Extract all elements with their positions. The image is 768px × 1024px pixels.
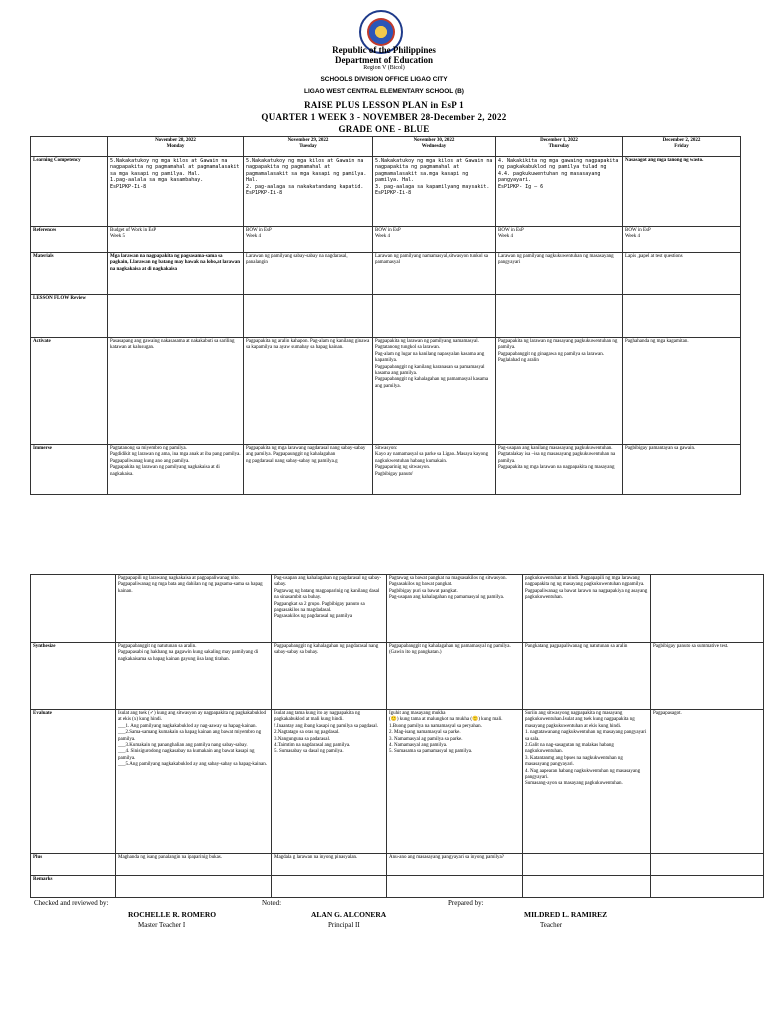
day-header-thursday: December 1, 2022 Thursday <box>496 137 623 157</box>
day-header-friday: December 2, 2022 Friday <box>623 137 741 157</box>
table-cell: Pagpapabanggit ng kahalagahan ng pagdarasal nang sabay-sabay sa buhay. <box>272 643 387 710</box>
table-cell: BOW in EsP Week 4 <box>623 227 741 253</box>
table-cell <box>373 295 496 338</box>
lesson-plan-title: RAISE PLUS LESSON PLAN in EsP 1 <box>304 100 464 110</box>
noted-by-label: Noted: <box>262 899 282 907</box>
table-cell: Pagpapakita ng aralin kahapon. Pag-alam ng kanilang ginawa sa kapamilya na ayaw sumabay sa hapag kainan. <box>244 338 373 445</box>
table-cell: Larawan ng pamilyang sabay-sabay na nagdarasal, panalangin <box>244 253 373 295</box>
table-cell: Sitwasyon: Kayo ay namamasyal sa parke sa Ligao..Masaya kayong nagkukwentuhan habang kumakain. Pagpaparinig ng sitwasyon. Pagbibigay panuto' <box>373 445 496 495</box>
table-cell <box>31 575 116 643</box>
table-cell <box>272 876 387 898</box>
row-label-immerse: Immerse <box>31 445 108 495</box>
table-cell <box>108 295 244 338</box>
noted-by-name: ALAN G. ALCONERA <box>311 910 387 919</box>
region-heading: Region V (Bicol) <box>363 65 405 71</box>
table-cell: Lapis ,papel at test questions <box>623 253 741 295</box>
row-label-competency: Learning Competency <box>31 157 108 227</box>
row-label-materials: Materials <box>31 253 108 295</box>
table-cell: Pagtawag sa bawat pangkat na magsasakilos ng sitwasyon. Pagsasakilos ng bawat pangkat. Pagbibigay puri sa bawat pangkat. Pag-usapan ang kahalagahan ng pamamasyal ng pamilya. <box>387 575 523 643</box>
table-cell: pagkukuwentuhan at hindi. Pagpapapili ng mga larawang nagpapakita ng ng masayang pagkukuwentuhan ngpamilya. Pagpapaliwanag sa bawat larawn na nagpapakiya ng asayang pagkukuwentuhan. <box>523 575 651 643</box>
day-header-tuesday: November 29, 2022 Tuesday <box>244 137 373 157</box>
activate-row <box>31 338 741 445</box>
lessonflow-row <box>31 295 741 338</box>
table-cell: Larawan ng pamilyang nagkukuwentuhan ng masasayang pangyayari <box>496 253 623 295</box>
row-label-remarks: Remarks <box>31 876 116 898</box>
evaluate-row <box>31 710 764 854</box>
competency-row <box>31 157 741 227</box>
school-heading: LIGAO WEST CENTRAL ELEMENTARY SCHOOL (B) <box>304 88 464 95</box>
lesson-plan-table-top <box>30 136 741 495</box>
day-header-wednesday: November 30, 2022 Wednesday <box>373 137 496 157</box>
table-cell: 5.Nakakatukoy ng mga kilos at Gawain na nagpapakita ng pagmamahal at pagmamalasakit sa.mga kasapi ng pamilya. Hal. 3. pag-aalaga sa kapamilyang maysakit. EsP1PKP-Ii-8 <box>373 157 496 227</box>
republic-heading: Republic of the Philippines <box>332 45 436 55</box>
table-cell: Pasasapang ang gawaing nakasasama at nakakabuti sa sariling katawan at kalusugan. <box>108 338 244 445</box>
table-cell: BOW in EsP Week 4 <box>244 227 373 253</box>
table-cell: Suriin ang sitwasyong nagpapakita ng masayang pagkukuwentuhan.Isulat ang tsek kung nagpapakita ng masayang pagkukuwentuhan at ekis kung hindi. 1. nagtatawanang nagkukwentuhan ng masayang pangyayari sa sala. 2.Galit na nag-sasagutan ng malakas habang nagkukuwentuhan. 3. Katantanmg ang bpses na nagkukwentuhan ng masasayang pangyayari. 4. Nag aapearan habang nagkukwentuhan ng masasayang pangyayari. Sumasang-ayon sa masayang pagkukuwentuhan. <box>523 710 651 854</box>
remarks-row <box>31 876 764 898</box>
quarter-heading: QUARTER 1 WEEK 3 - NOVEMBER 28-December 2, 2022 <box>261 112 507 122</box>
grade-heading: GRADE ONE - BLUE <box>338 124 430 134</box>
checked-by-title: Master Teacher I <box>138 921 186 929</box>
table-cell: Pagbibigay panuto sa summative test. <box>651 643 764 710</box>
checked-by-label: Checked and reviewed by: <box>34 899 109 907</box>
synthesize-row <box>31 643 764 710</box>
table-cell: Isulat ang tsek (✓) kung ang sitwasyon ay nagpapakita ng pagkakabuklod at ekis (x) kung hindi. ___1. Ang pamilyang nagkakabuklod ay nag-aaway sa hapag-kainan. ___2.Sama-samang kumakain sa hapag kainan ang bawat miyembro ng pamilya. ___3.Kumakain ng pananghalian ang pamilya nang sabay-sabay. ___4. Sinisigurodong nagkasabay na kumakain ang bawat kasapi ng pamilya. ___5.Ang pamilyang nagkakabuklod ay ang sabay-sabay sa hapag-kainan. <box>116 710 272 854</box>
references-row <box>31 227 741 253</box>
prepared-by-name: MILDRED L. RAMIREZ <box>524 910 608 919</box>
checked-by-name: ROCHELLE R. ROMERO <box>128 910 217 919</box>
table-cell <box>651 876 764 898</box>
table-cell: Larawan ng pamilyang namamasyal,sitwasyon tunkol sa pamamasyal <box>373 253 496 295</box>
table-cell: Pagbibigay pamantayan sa gawain. <box>623 445 741 495</box>
row-label-lessonflow: LESSON FLOW Review <box>31 295 108 338</box>
table-cell: 5.Nakakatukoy ng mga kilos at Gawain na nagpapakita ng pagmamahal at pagmamalasakit sa mga kasapi ng pamilya. Hal. 1.pag-aalala sa mga kasambahay. EsP1PKP-Ii-8 <box>108 157 244 227</box>
table-cell: Maghanda ng isang panalangin na ipaparinig bukas. <box>116 854 272 876</box>
day-header-monday: November 28, 2022 Monday <box>108 137 244 157</box>
table-cell: Pagpapakita ng mga larawang nagdarasal nang sabay-sabay ang pamilya. Pagpapaunggit ng kahalagahan ng pagdarasal nang sabay-sabay ng pamilya.g <box>244 445 373 495</box>
corner-cell <box>31 137 108 157</box>
table-cell: Pangkatang pagpapaliwanag ng natutunan sa aralin <box>523 643 651 710</box>
table-cell: Budget of Work in EsP Week 5 <box>108 227 244 253</box>
table-cell <box>387 876 523 898</box>
table-cell: Pagpapabanggit ng kahalagahan ng pamamasyal ng pamilya.(Gawin ito ng pangkatan.) <box>387 643 523 710</box>
table-cell <box>623 295 741 338</box>
department-heading: Department of Education <box>335 55 433 65</box>
table-cell <box>651 854 764 876</box>
table-cell: Pagpapakita ng larawan ng masayang pagkukuwentuhan ng pamilya. Pagpapabanggit ng ginagawa ng pamilya sa larawan. Paglalahad ng aralin <box>496 338 623 445</box>
lesson-plan-table-bottom <box>30 574 764 898</box>
table-cell <box>116 876 272 898</box>
table-cell: BOW in EsP Week 4 <box>496 227 623 253</box>
immerse-row-bottom <box>31 575 764 643</box>
table-cell: Pagpapapili ng larawang nagkakaisa at pagpapaliwanag nito. Pagpapaliwanag ng mga bata ang dahilan ng ng pagsama-sama sa hapag kainan. <box>116 575 272 643</box>
prepared-by-label: Prepared by: <box>448 899 484 907</box>
table-cell: Nasasagot ang mga tanong ng wasto. <box>623 157 741 227</box>
table-cell: Iguhit ang masayang mukha (🙂) kung tama at malungkot na mukha (🙁) kung mali. 1.Buong pamilya na namamasyal sa peryahan. 2. Mag-isang namamasyal sa parke. 3. Namamasyal ag pamilya sa parke. 4. Namamasyal ang pamilya. 5. Sumasama sa pamamasyal ng pamilya. <box>387 710 523 854</box>
noted-by-title: Principal II <box>328 921 360 929</box>
row-label-evaluate: Evaluate <box>31 710 116 854</box>
materials-row <box>31 253 741 295</box>
table-cell: Pagtatanong sa miyembro ng pamilya. Pagdidikit ng larawan ng ama, ina mga anak at iba pang pamilya. Pagpapaliwanag kung ano ang pamilya. Pagpapakita ng larawan ng pamilyang nagkakaisa at di nagkakaisa. <box>108 445 244 495</box>
table-cell: Anu-ano ang masasayang pangyayari sa inyong pamilya? <box>387 854 523 876</box>
row-label-synthesize: Synthesize <box>31 643 116 710</box>
table-cell: 5.Nakakatukoy ng mga kilos at Gawain na nagpapakita ng pagmamahal at pagmamalasakit sa mga kasapi ng pamilya. Hal. 2. pag-aalaga sa nakakatandang kapatid. EsP1PKP-Ii-8 <box>244 157 373 227</box>
table-cell: BOW in EsP Week 4 <box>373 227 496 253</box>
immerse-row-top <box>31 445 741 495</box>
table-cell: Isulat ang tama kung ito ay nagpapakita ng pagkakabuklod at mali kung hindi. !.Inaantay ang ibang kasapi ng pamilya sa pagdasal. 2.Nagtatago sa oras ng pagdasal. 3.Nangunguna sa padarasal. 4.Taimtim na nagdarasal ang pamilya. 5. Sumasabay sa dasal ng pamilya. <box>272 710 387 854</box>
table-cell: 4. Nakakikita ng mga gawaing nagpapakita ng pagkakabuklod ng pamilya tulad ng 4.4. pagkukuwentuhan ng masasayang pangyayari. EsP1PKP- Ig – 6 <box>496 157 623 227</box>
days-header-row <box>31 137 741 157</box>
table-cell: Pagpapakita ng larawan ng pamilyang namamasyal. Pagtatanong tungkol sa larawan. Pag-alam ng lugar na kanilang napasyalan kasama ang kapamilya. Pagpapabanggit ng kanilang karanasan sa pamamasyal kasama ang pamilya. Pagpapabanggit ng kahalagahan ng pamamasyal kasama ang pamilya. <box>373 338 496 445</box>
table-cell <box>651 575 764 643</box>
table-cell: Mga larawan na nagpapakita ng pagsasama-sama sa pagkain, Llarawan ng batang may hawak na lobo,at larawan na nagkakaisa at di nagkakaisa <box>108 253 244 295</box>
table-cell: Pag-usapan ang kanilang masasayang pagkukuwentuhan. Pagtatalakay isa –isa ng masasayang pagkukuwentuhan na pamilya. Pagpapakita ng mga larawan na nagpapakita ng masayang <box>496 445 623 495</box>
table-cell <box>523 876 651 898</box>
table-cell <box>523 854 651 876</box>
table-cell <box>244 295 373 338</box>
plus-row <box>31 854 764 876</box>
table-cell: Magdala g larawan na inyong pinasyalan. <box>272 854 387 876</box>
table-cell <box>496 295 623 338</box>
table-cell: Pagpapasagot. <box>651 710 764 854</box>
row-label-plus: Plus <box>31 854 116 876</box>
division-heading: SCHOOLS DIVISION OFFICE LIGAO CITY <box>320 76 448 83</box>
table-cell: Pagpapabanggit ng natutunan sa aralin. Pagpapasabi ng hakbang na gagawin kung sakaling may pamilyang di nagkakaisama sa hapag kainan gayung iisa lang tirahan. <box>116 643 272 710</box>
table-cell: Paghahanda ng mga kagamitan. <box>623 338 741 445</box>
table-cell: Pag-usapan ang kahalagahan ng pagdarasal ng sabay-sabay. Pagtawag ng batang magpaparinig ng kanilang dasal na sinasambit sa buhay. Pagpangkat sa 2 grupo. Pagbibigay panuto sa pagsasakilos na magdadasal. Pagsasakilos ng pagdarasal ng pamilya <box>272 575 387 643</box>
prepared-by-title: Teacher <box>540 921 563 929</box>
row-label-references: References <box>31 227 108 253</box>
row-label-activate: Activate <box>31 338 108 445</box>
